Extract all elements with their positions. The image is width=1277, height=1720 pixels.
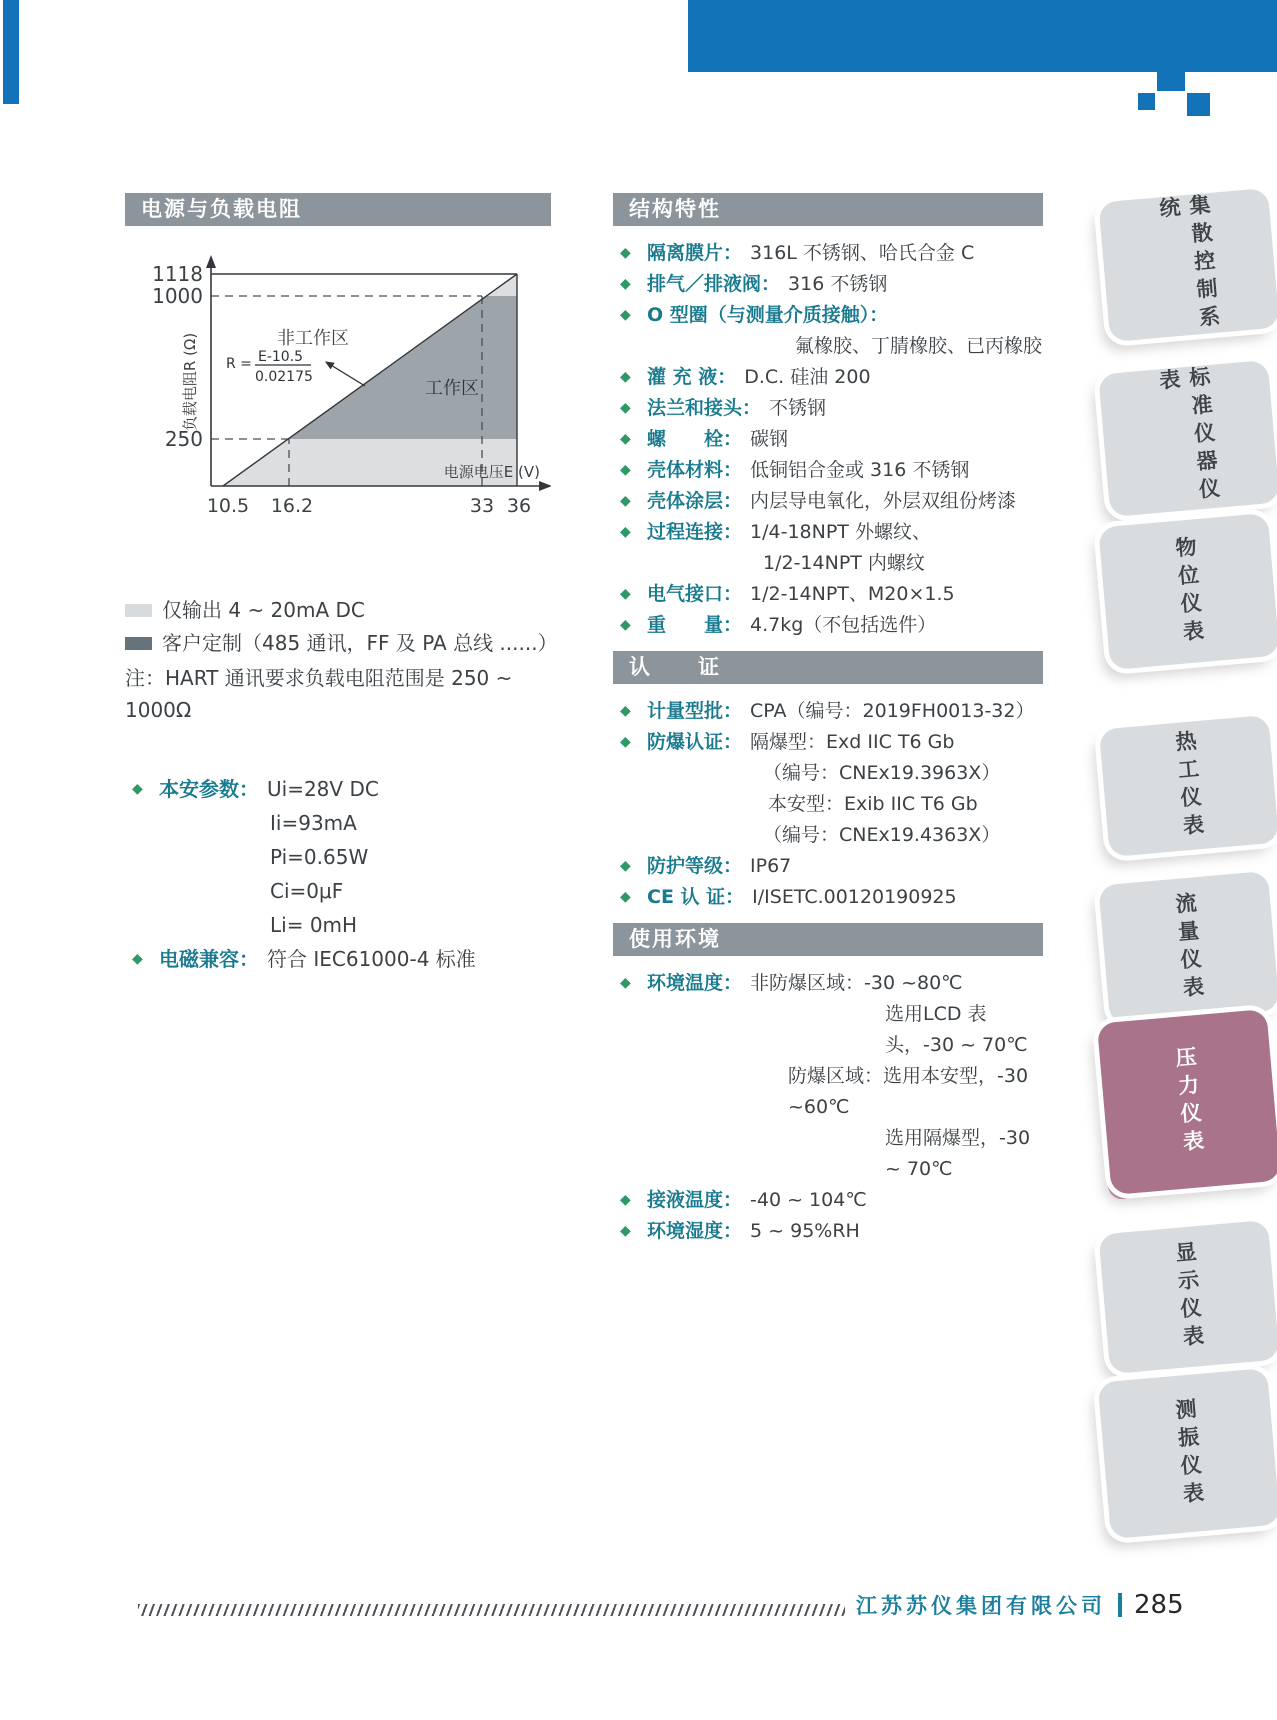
- diamond-bullet-icon: ◆: [620, 245, 631, 261]
- spec-continuation-line: Ci=0μF: [270, 879, 344, 903]
- legend-row: [125, 594, 551, 627]
- spec-item: [613, 1216, 1043, 1247]
- spec-value: 1/2-14NPT、M20×1.5: [750, 583, 955, 605]
- intrinsic-safety-specs: [125, 772, 551, 976]
- spec-continuation-line: Li= 0mH: [270, 913, 358, 937]
- spec-label: 电气接口：: [647, 583, 743, 605]
- diamond-bullet-icon: ◆: [620, 431, 631, 447]
- structure-specs: [613, 238, 1043, 641]
- formula-pointer-arrow: [326, 362, 365, 386]
- svg-text:10.5: 10.5: [206, 495, 250, 517]
- svg-text:16.2: 16.2: [270, 495, 314, 517]
- diamond-bullet-icon: ◆: [620, 524, 631, 540]
- spec-label: O 型圈（与测量介质接触）：: [647, 304, 889, 326]
- diamond-bullet-icon: ◆: [620, 307, 631, 323]
- spec-label: 过程连接：: [647, 521, 743, 543]
- y-axis-arrow: [206, 255, 216, 268]
- diamond-bullet-icon: ◆: [620, 586, 631, 602]
- section-header-environment: 使用环境: [613, 923, 1043, 956]
- hart-note: 注：HART 通讯要求负载电阻范围是 250 ~ 1000Ω: [125, 666, 513, 722]
- diamond-bullet-icon: ◆: [620, 889, 631, 905]
- spec-item: [613, 486, 1043, 517]
- spec-label: CE 认 证：: [647, 886, 745, 908]
- spec-item: [613, 300, 1043, 362]
- spec-item: [613, 610, 1043, 641]
- chart-legend: [125, 594, 558, 660]
- spec-item: [613, 1185, 1043, 1216]
- spec-item: [613, 455, 1043, 486]
- spec-value: 316 不锈钢: [788, 273, 888, 295]
- section-header-power-load: 电源与负载电阻: [125, 193, 551, 226]
- spec-value: Ui=28V DC: [267, 777, 379, 801]
- y-axis-title: 负载电阻R (Ω): [181, 332, 199, 432]
- spec-label: 环境湿度：: [647, 1220, 743, 1242]
- spec-item: [613, 727, 1043, 851]
- footer: [856, 1590, 1184, 1620]
- sidebar-tab-pressure[interactable]: 压力仪表: [1097, 1009, 1277, 1195]
- spec-continuation-line: 本安型：Exib IIC T6 Gb: [768, 793, 978, 815]
- legend-row: [125, 627, 558, 660]
- sidebar-tab-dcs[interactable]: 集散控制系统: [1098, 188, 1277, 342]
- spec-item: [125, 772, 551, 942]
- chart-region-working: [289, 296, 517, 439]
- diamond-bullet-icon: ◆: [620, 369, 631, 385]
- x-tick-labels: [207, 495, 531, 517]
- spec-continuation-line: 1/2-14NPT 内螺纹: [763, 552, 925, 574]
- x-axis-title: 电源电压E (V): [443, 463, 540, 481]
- spec-label: 环境温度：: [647, 972, 743, 994]
- spec-label: 重 量：: [647, 614, 743, 636]
- spec-value: -40 ~ 104℃: [750, 1189, 867, 1211]
- spec-item: [613, 579, 1043, 610]
- spec-value: I/ISETC.00120190925: [752, 886, 957, 908]
- sidebar-tab-vibration[interactable]: 测振仪表: [1097, 1368, 1277, 1539]
- spec-value: 非防爆区域：-30 ~80℃: [750, 972, 963, 994]
- spec-value: 4.7kg（不包括选件）: [750, 614, 937, 636]
- spec-item: [613, 851, 1043, 882]
- svg-text:R =: R =: [226, 356, 252, 372]
- footer-hatch-rule: [138, 1604, 845, 1616]
- spec-value: 316L 不锈钢、哈氏合金 C: [750, 242, 975, 264]
- spec-continuation-line: （编号：CNEx19.3963X）: [763, 762, 1001, 784]
- diamond-bullet-icon: ◆: [620, 617, 631, 633]
- spec-value: 符合 IEC61000-4 标准: [267, 947, 476, 971]
- spec-label: 本安参数：: [159, 777, 259, 801]
- spec-continuation-line: Pi=0.65W: [270, 845, 369, 869]
- spec-item: [613, 696, 1043, 727]
- category-tab-sidebar: [1090, 0, 1277, 1720]
- spec-label: 计量型批：: [647, 700, 743, 722]
- diamond-bullet-icon: ◆: [620, 493, 631, 509]
- diamond-bullet-icon: ◆: [620, 276, 631, 292]
- legend-swatch-dark: [125, 637, 152, 650]
- spec-label: 隔离膜片：: [647, 242, 743, 264]
- diamond-bullet-icon: ◆: [620, 400, 631, 416]
- spec-label: 法兰和接头：: [647, 397, 762, 419]
- left-blue-accent-bar: [3, 0, 19, 104]
- spec-continuation-line: 氟橡胶、丁腈橡胶、已丙橡胶: [795, 335, 1043, 357]
- spec-continuation-line: 防爆区域：选用本安型，-30 ~60℃: [788, 1065, 1029, 1118]
- spec-value: 内层导电氧化，外层双组份烤漆: [750, 490, 1017, 512]
- spec-item: [613, 238, 1043, 269]
- diamond-bullet-icon: ◆: [620, 703, 631, 719]
- svg-text:36: 36: [506, 495, 532, 517]
- diamond-bullet-icon: ◆: [132, 951, 143, 967]
- footer-separator: [1118, 1593, 1122, 1617]
- spec-value: D.C. 硅油 200: [744, 366, 871, 388]
- legend-label: 仅输出 4 ~ 20mA DC: [162, 598, 365, 622]
- section-header-structure: 结构特性: [613, 193, 1043, 226]
- spec-label: 防护等级：: [647, 855, 743, 877]
- left-column: [125, 193, 558, 976]
- svg-text:250: 250: [164, 427, 203, 451]
- right-column: [613, 193, 1043, 1247]
- spec-value: 5 ~ 95%RH: [750, 1220, 860, 1242]
- spec-value: IP67: [750, 855, 792, 877]
- spec-label: 防爆认证：: [647, 731, 743, 753]
- spec-label: 电磁兼容：: [159, 947, 259, 971]
- spec-continuation-line: Ii=93mA: [270, 811, 357, 835]
- sidebar-tab-level[interactable]: 物位仪表: [1098, 513, 1277, 670]
- svg-text:1118: 1118: [152, 262, 203, 286]
- spec-label: 排气／排液阀：: [647, 273, 781, 295]
- spec-item: [613, 968, 1043, 1185]
- legend-label: 客户定制（485 通讯，FF 及 PA 总线 ......）: [162, 631, 558, 655]
- diamond-bullet-icon: ◆: [620, 1192, 631, 1208]
- spec-value: 1/4-18NPT 外螺纹、: [750, 521, 931, 543]
- diamond-bullet-icon: ◆: [132, 781, 143, 797]
- sidebar-tab-display[interactable]: 显示仪表: [1098, 1220, 1277, 1374]
- diamond-bullet-icon: ◆: [620, 462, 631, 478]
- spec-item: [125, 942, 551, 976]
- diamond-bullet-icon: ◆: [620, 858, 631, 874]
- spec-item: [613, 269, 1043, 300]
- spec-continuation-line: （编号：CNEx19.4363X）: [763, 824, 1001, 846]
- certification-specs: [613, 696, 1043, 913]
- spec-label: 壳体材料：: [647, 459, 743, 481]
- svg-text:0.02175: 0.02175: [255, 369, 313, 385]
- region-label-working: 工作区: [425, 378, 479, 399]
- spec-label: 壳体涂层：: [647, 490, 743, 512]
- sidebar-tab-flow[interactable]: 流量仪表: [1098, 871, 1277, 1025]
- spec-item: [613, 424, 1043, 455]
- spec-label: 灌 充 液：: [647, 366, 737, 388]
- load-resistance-chart: [125, 234, 551, 534]
- spec-item: [613, 393, 1043, 424]
- spec-item: [613, 362, 1043, 393]
- spec-value: 不锈钢: [769, 397, 827, 419]
- company-name: 江苏苏仪集团有限公司: [856, 1594, 1106, 1618]
- spec-label: 螺 栓：: [647, 428, 743, 450]
- svg-text:33: 33: [469, 495, 495, 517]
- spec-label: 接液温度：: [647, 1189, 743, 1211]
- spec-value: 隔爆型：Exd IIC T6 Gb: [750, 731, 955, 753]
- diamond-bullet-icon: ◆: [620, 734, 631, 750]
- spec-value: 低铜铝合金或 316 不锈钢: [750, 459, 970, 481]
- sidebar-tab-thermal[interactable]: 热工仪表: [1099, 715, 1277, 857]
- page-number: 285: [1134, 1590, 1184, 1620]
- sidebar-tab-standard-instruments[interactable]: 标准仪器仪表: [1098, 360, 1277, 517]
- svg-text:1000: 1000: [152, 284, 203, 308]
- legend-swatch-light: [125, 604, 152, 617]
- spec-item: [613, 882, 1043, 913]
- spec-continuation-line: 选用LCD 表头，-30 ~ 70℃: [885, 1003, 1028, 1056]
- environment-specs: [613, 968, 1043, 1247]
- svg-text:E-10.5: E-10.5: [258, 349, 304, 365]
- spec-continuation-line: 选用隔爆型，-30 ~ 70℃: [885, 1127, 1031, 1180]
- diamond-bullet-icon: ◆: [620, 975, 631, 991]
- spec-value: 碳钢: [750, 428, 789, 450]
- x-axis-arrow: [539, 481, 551, 491]
- diamond-bullet-icon: ◆: [620, 1223, 631, 1239]
- load-line-formula: [226, 349, 313, 385]
- spec-value: CPA（编号：2019FH0013-32）: [750, 700, 1035, 722]
- spec-item: [613, 517, 1043, 579]
- region-label-nonworking: 非工作区: [277, 328, 349, 349]
- section-header-certification: 认 证: [613, 651, 1043, 684]
